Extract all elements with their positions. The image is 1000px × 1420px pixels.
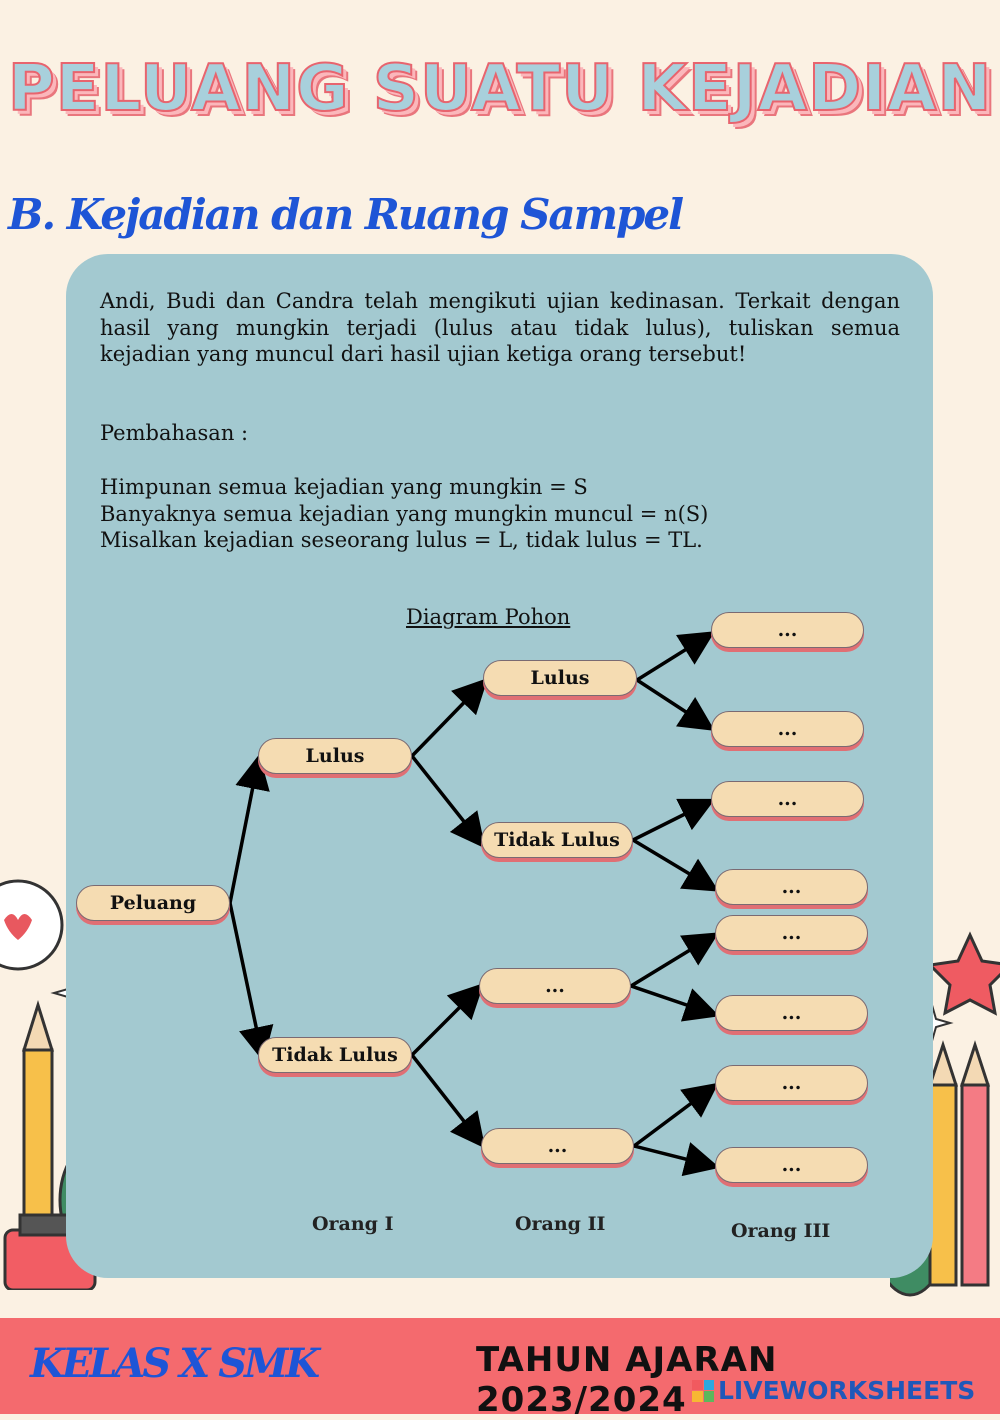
tree-node-level3[interactable]: ... [711,711,864,747]
tree-node-level2: Lulus [483,660,637,696]
section-heading: B. Kejadian dan Ruang Sampel [8,190,683,239]
school-year-label: TAHUN AJARAN 2023/2024 [476,1340,778,1420]
tree-node-level3[interactable]: ... [715,869,868,905]
column-label: Orang I [312,1213,394,1235]
column-label: Orang III [731,1220,831,1242]
liveworksheets-text: LIVEWORKSHEETS [718,1376,976,1405]
problem-text: Andi, Budi dan Candra telah mengikuti ujian kedinasan. Terkait dengan hasil yang mungkin terjadi (lulus atau tidak lulus), tuliskan semua kejadian yang muncul dari hasil ujian ketiga orang tersebut! [100,289,900,366]
tree-node-level2[interactable]: ... [479,968,631,1004]
definition-line: Banyaknya semua kejadian yang mungkin muncul = n(S) [100,501,709,526]
tree-node-level3[interactable]: ... [715,915,868,951]
tree-node-root: Peluang [76,885,230,921]
liveworksheets-icon [692,1380,714,1402]
diagram-title: Diagram Pohon [406,605,571,629]
tree-node-level3[interactable]: ... [715,1147,868,1183]
pembahasan-label: Pembahasan : [100,421,249,445]
definition-line: Misalkan kejadian seseorang lulus = L, tidak lulus = TL. [100,528,703,552]
tree-node-level2: Tidak Lulus [481,822,633,858]
tree-node-level1: Tidak Lulus [258,1037,412,1073]
column-label: Orang II [515,1213,606,1235]
liveworksheets-logo[interactable] [692,1376,975,1405]
class-label: KELAS X SMK [30,1340,318,1387]
tree-node-level3[interactable]: ... [711,781,864,817]
page-title: PELUANG SUATU KEJADIAN [7,52,993,126]
definition-line: Himpunan semua kejadian yang mungkin = S [100,475,588,499]
tree-node-level3[interactable]: ... [715,995,868,1031]
tree-node-level3[interactable]: ... [715,1065,868,1101]
tree-node-level1: Lulus [258,738,412,774]
tree-node-level3[interactable]: ... [711,612,864,648]
tree-node-level2[interactable]: ... [481,1128,634,1164]
